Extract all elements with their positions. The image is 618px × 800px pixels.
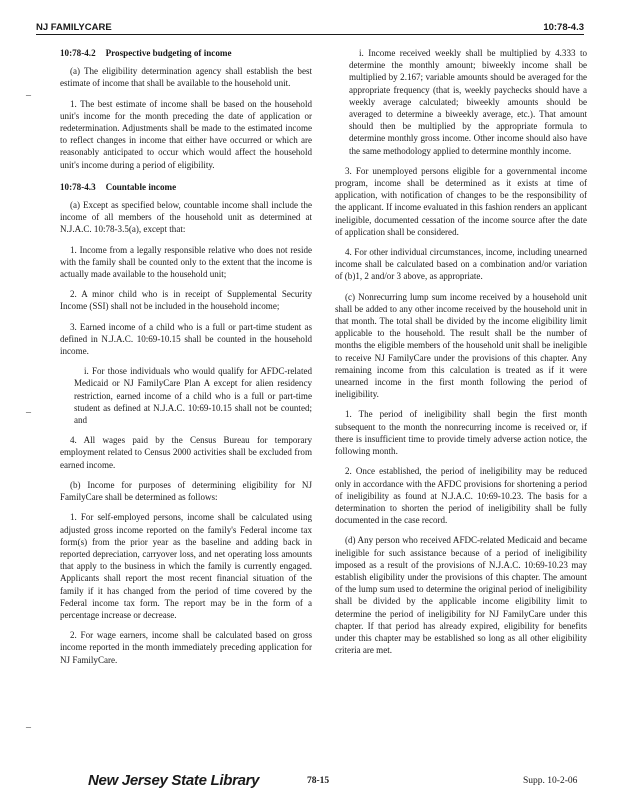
- supplement-date: Supp. 10-2-06: [523, 776, 578, 786]
- paragraph: (a) The eligibility determination agency shall establish the best estimate of income that shall be available to the household unit.: [60, 66, 312, 89]
- paragraph: 2. A minor child who is in receipt of Supplemental Security Income (SSI) shall not be included in the household income;: [60, 289, 312, 312]
- paragraph: 1. For self-employed persons, income shall be calculated using adjusted gross income reported on the family's Federal income tax form(s) from the prior year as the baseline and adding back in reported depreciation, carryover loss, and net operating loss amounts that apply to the business in which the family is currently engaged. Applicants shall report the most recent financial situation of the family if it has changed from the period of time covered by the Federal income tax form. The report may be in the form of a percentage increase or decrease.: [60, 512, 312, 620]
- paragraph: 1. The best estimate of income shall be based on the household unit's income for the month preceding the date of application or redetermination. Adjustments shall be made to the estimated income to reflect changes in income that either have occurred or which are reasonably anticipated to occur which would affect the household unit's income during a period of eligibility.: [60, 98, 312, 170]
- library-stamp: New Jersey State Library: [88, 772, 260, 789]
- indented-paragraph: i. For those individuals who would qualify for AFDC-related Medicaid or NJ FamilyCare Plan A except for alien residency restriction, earned income of a child who is a full or part-time student as defined at N.J.A.C. 10:69-10.15 shall not be counted; and: [74, 366, 312, 426]
- paragraph: 2. For wage earners, income shall be calculated based on gross income reported in the month immediately preceding application for NJ FamilyCare.: [60, 630, 312, 665]
- section-heading: [60, 181, 312, 193]
- section-title: Countable income: [105, 181, 177, 192]
- section-title: Prospective budgeting of income: [105, 48, 232, 58]
- left-column: [60, 47, 312, 674]
- header-section: 10:78-4.3: [543, 22, 584, 33]
- paragraph: (c) Nonrecurring lump sum income received by a household unit shall be added to any other income received by the household unit in that month. The total shall be divided by the income eligibility limit applicable to the household. The result shall be the number of months the eligible members of the household unit shall be ineligible to receive NJ FamilyCare under the provisions of this chapter. Any remaining income from this calculation is treated as if it were unearned income in the first month following the period of ineligibility.: [335, 291, 587, 400]
- margin-mark: –: [26, 722, 31, 733]
- paragraph: 1. Income from a legally responsible relative who does not reside with the family shall be counted only to the extent that the income is actually made available to the household unit;: [60, 244, 312, 280]
- right-column: [335, 47, 587, 664]
- paragraph: (a) Except as specified below, countable income shall include the income of all members of the household unit as determined at N.J.A.C. 10:78-3.5(a), except that:: [60, 200, 312, 235]
- section-number: 10:78-4.3: [60, 181, 96, 192]
- section-number: 10:78-4.2: [60, 48, 96, 58]
- paragraph: 3. For unemployed persons eligible for a governmental income program, income shall be determined as it exists at time of application, with notification of changes to be the responsibility of the applicant. If income evaluated in this fashion renders an applicant ineligible, documented cessation of the income source after the date of application shall be considered.: [335, 165, 587, 237]
- paragraph: 2. Once established, the period of ineligibility may be reduced only in accordance with the AFDC provisions for shortening a period of ineligibility as found at N.J.A.C. 10:69-10.23. The basis for a determination to shorten the period of ineligibility shall be fully documented in the case record.: [335, 466, 587, 526]
- paragraph: 1. The period of ineligibility shall begin the first month subsequent to the month the nonrecurring income is received or, if there is insufficient time to provide timely adverse action notice, the following month.: [335, 409, 587, 457]
- indented-paragraph: i. Income received weekly shall be multiplied by 4.333 to determine the monthly amount; biweekly income shall be multiplied by 2.167; variable amounts should be averaged for the appropriate frequency (that is, weekly paychecks should have a weekly average calculated; biweekly amounts should be averaged to determine a biweekly average, etc.). That amount should then be multiplied by the appropriate formula to determine monthly gross income. Other income should also have the same methodology applied to determine monthly income.: [349, 48, 587, 156]
- paragraph: 3. Earned income of a child who is a full or part-time student as defined in N.J.A.C. 10:69-10.15 shall be counted in the household income.: [60, 321, 312, 357]
- page-number: 78-15: [307, 776, 330, 786]
- margin-mark: –: [26, 90, 31, 101]
- running-header: [36, 18, 584, 35]
- margin-mark: –: [26, 407, 31, 418]
- paragraph: 4. For other individual circumstances, income, including unearned income shall be calculated based on a combination and/or variation of (b)1, 2 and/or 3 above, as appropriate.: [335, 247, 587, 282]
- section-heading: [60, 47, 312, 59]
- header-title: NJ FAMILYCARE: [36, 22, 112, 33]
- paragraph: (b) Income for purposes of determining eligibility for NJ FamilyCare shall be determined as follows:: [60, 479, 312, 503]
- paragraph: 4. All wages paid by the Census Bureau for temporary employment related to Census 2000 activities shall be excluded from earned income.: [60, 435, 312, 470]
- paragraph: (d) Any person who received AFDC-related Medicaid and became ineligible for such assistance because of a period of ineligibility imposed as a result of the provisions of N.J.A.C. 10:69-10.23 may establish eligibility under the provisions of this chapter. The amount of the lump sum used to determine the original period of ineligibility shall be divided by the applicable income eligibility limit to determine the period of ineligibility for NJ FamilyCare under this chapter. If that period has already expired, eligibility for benefits under this chapter may be established so long as all other eligibility criteria are met.: [335, 535, 587, 656]
